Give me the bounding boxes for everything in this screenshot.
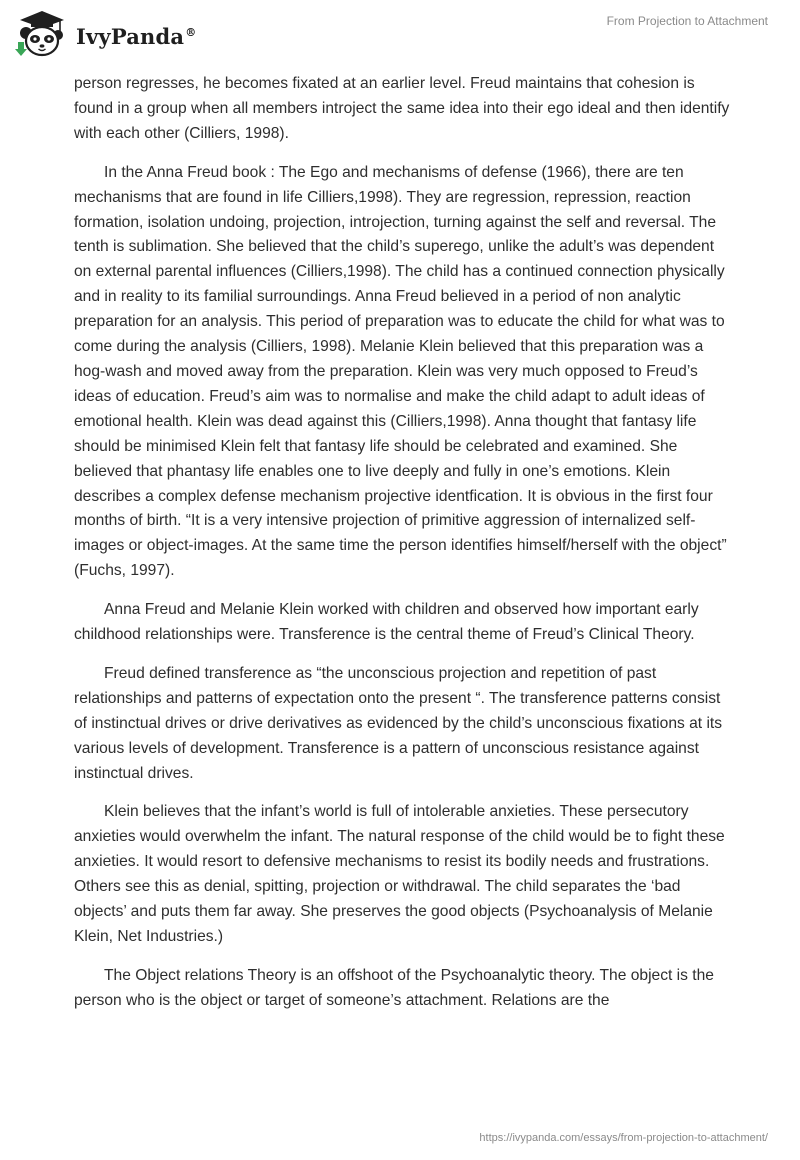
document-title: From Projection to Attachment (606, 14, 768, 28)
paragraph: person regresses, he becomes fixated at an earlier level. Freud maintains that cohesion is found in a group when all members introject the same idea into their ego ideal and then identify with each other (Cilliers, 1998). (74, 75, 730, 142)
source-url[interactable]: https://ivypanda.com/essays/from-projection-to-attachment/ (479, 1132, 768, 1144)
paragraph: In the Anna Freud book : The Ego and mechanisms of defense (1966), there are ten mechanisms that are found in life Cilliers,1998). They are regression, repression, reaction formation, isolation undoing, projection, introjection, turning against the self and reversal. The tenth is sublimation. She believed that the child’s superego, unlike the adult’s was dependent on external parental influences (Cilliers,1998). The child has a continued connection physically and in reality to its familial surroundings. Anna Freud believed in a period of non analytic preparation for an analysis. This period of preparation was to educate the child for what was to come during the analysis (Cilliers, 1998). Melanie Klein believed that this preparation was a hog-wash and moved away from the preparation. Klein was very much opposed to Freud’s ideas of education. Freud’s aim was to normalise and make the child adapt to adult ideas of emotional health. Klein was dead against this (Cilliers,1998). Anna thought that fantasy life should be minimised Klein felt that fantasy life should be celebrated and examined. She believed that phantasy life enables one to live deeply and fully in one’s emotions. Klein describes a complex defense mechanism projective identfication. It is obvious in the first four months of birth. “It is a very intensive projection of primitive aggression of internalized self-images or object-images. At the same time the person identifies himself/herself with the object” (Fuchs, 1997). (74, 163, 727, 580)
page-header (0, 0, 800, 70)
paragraph: The Object relations Theory is an offshoot of the Psychoanalytic theory. The object is the person who is the object or target of someone’s attachment. Relations are the (74, 966, 714, 1009)
brand-logo[interactable] (14, 8, 196, 58)
essay-body (74, 72, 734, 1028)
panda-graduate-icon (14, 8, 70, 58)
brand-name: IvyPanda® (76, 23, 197, 49)
paragraph: Anna Freud and Melanie Klein worked with children and observed how important early childhood relationships were. Transference is the central theme of Freud’s Clinical Theory. (74, 601, 699, 644)
paragraph: Freud defined transference as “the unconscious projection and repetition of past relationships and patterns of expectation onto the present “. The transference patterns consist of instinctual drives or drive derivatives as evidenced by the child’s unconscious fixations at its various levels of development. Transference is a pattern of unconscious resistance against instinctual drives. (74, 664, 723, 782)
paragraph: Klein believes that the infant’s world is full of intolerable anxieties. These persecutory anxieties would overwhelm the infant. The natural response of the child would be to fight these anxieties. It would resort to defensive mechanisms to resist its bodily needs and frustrations. Others see this as denial, spitting, projection or withdrawal. The child separates the ‘bad objects’ and puts them far away. She preserves the good objects (Psychoanalysis of Melanie Klein, Net Industries.) (74, 803, 725, 945)
registered-mark: ® (185, 25, 197, 39)
